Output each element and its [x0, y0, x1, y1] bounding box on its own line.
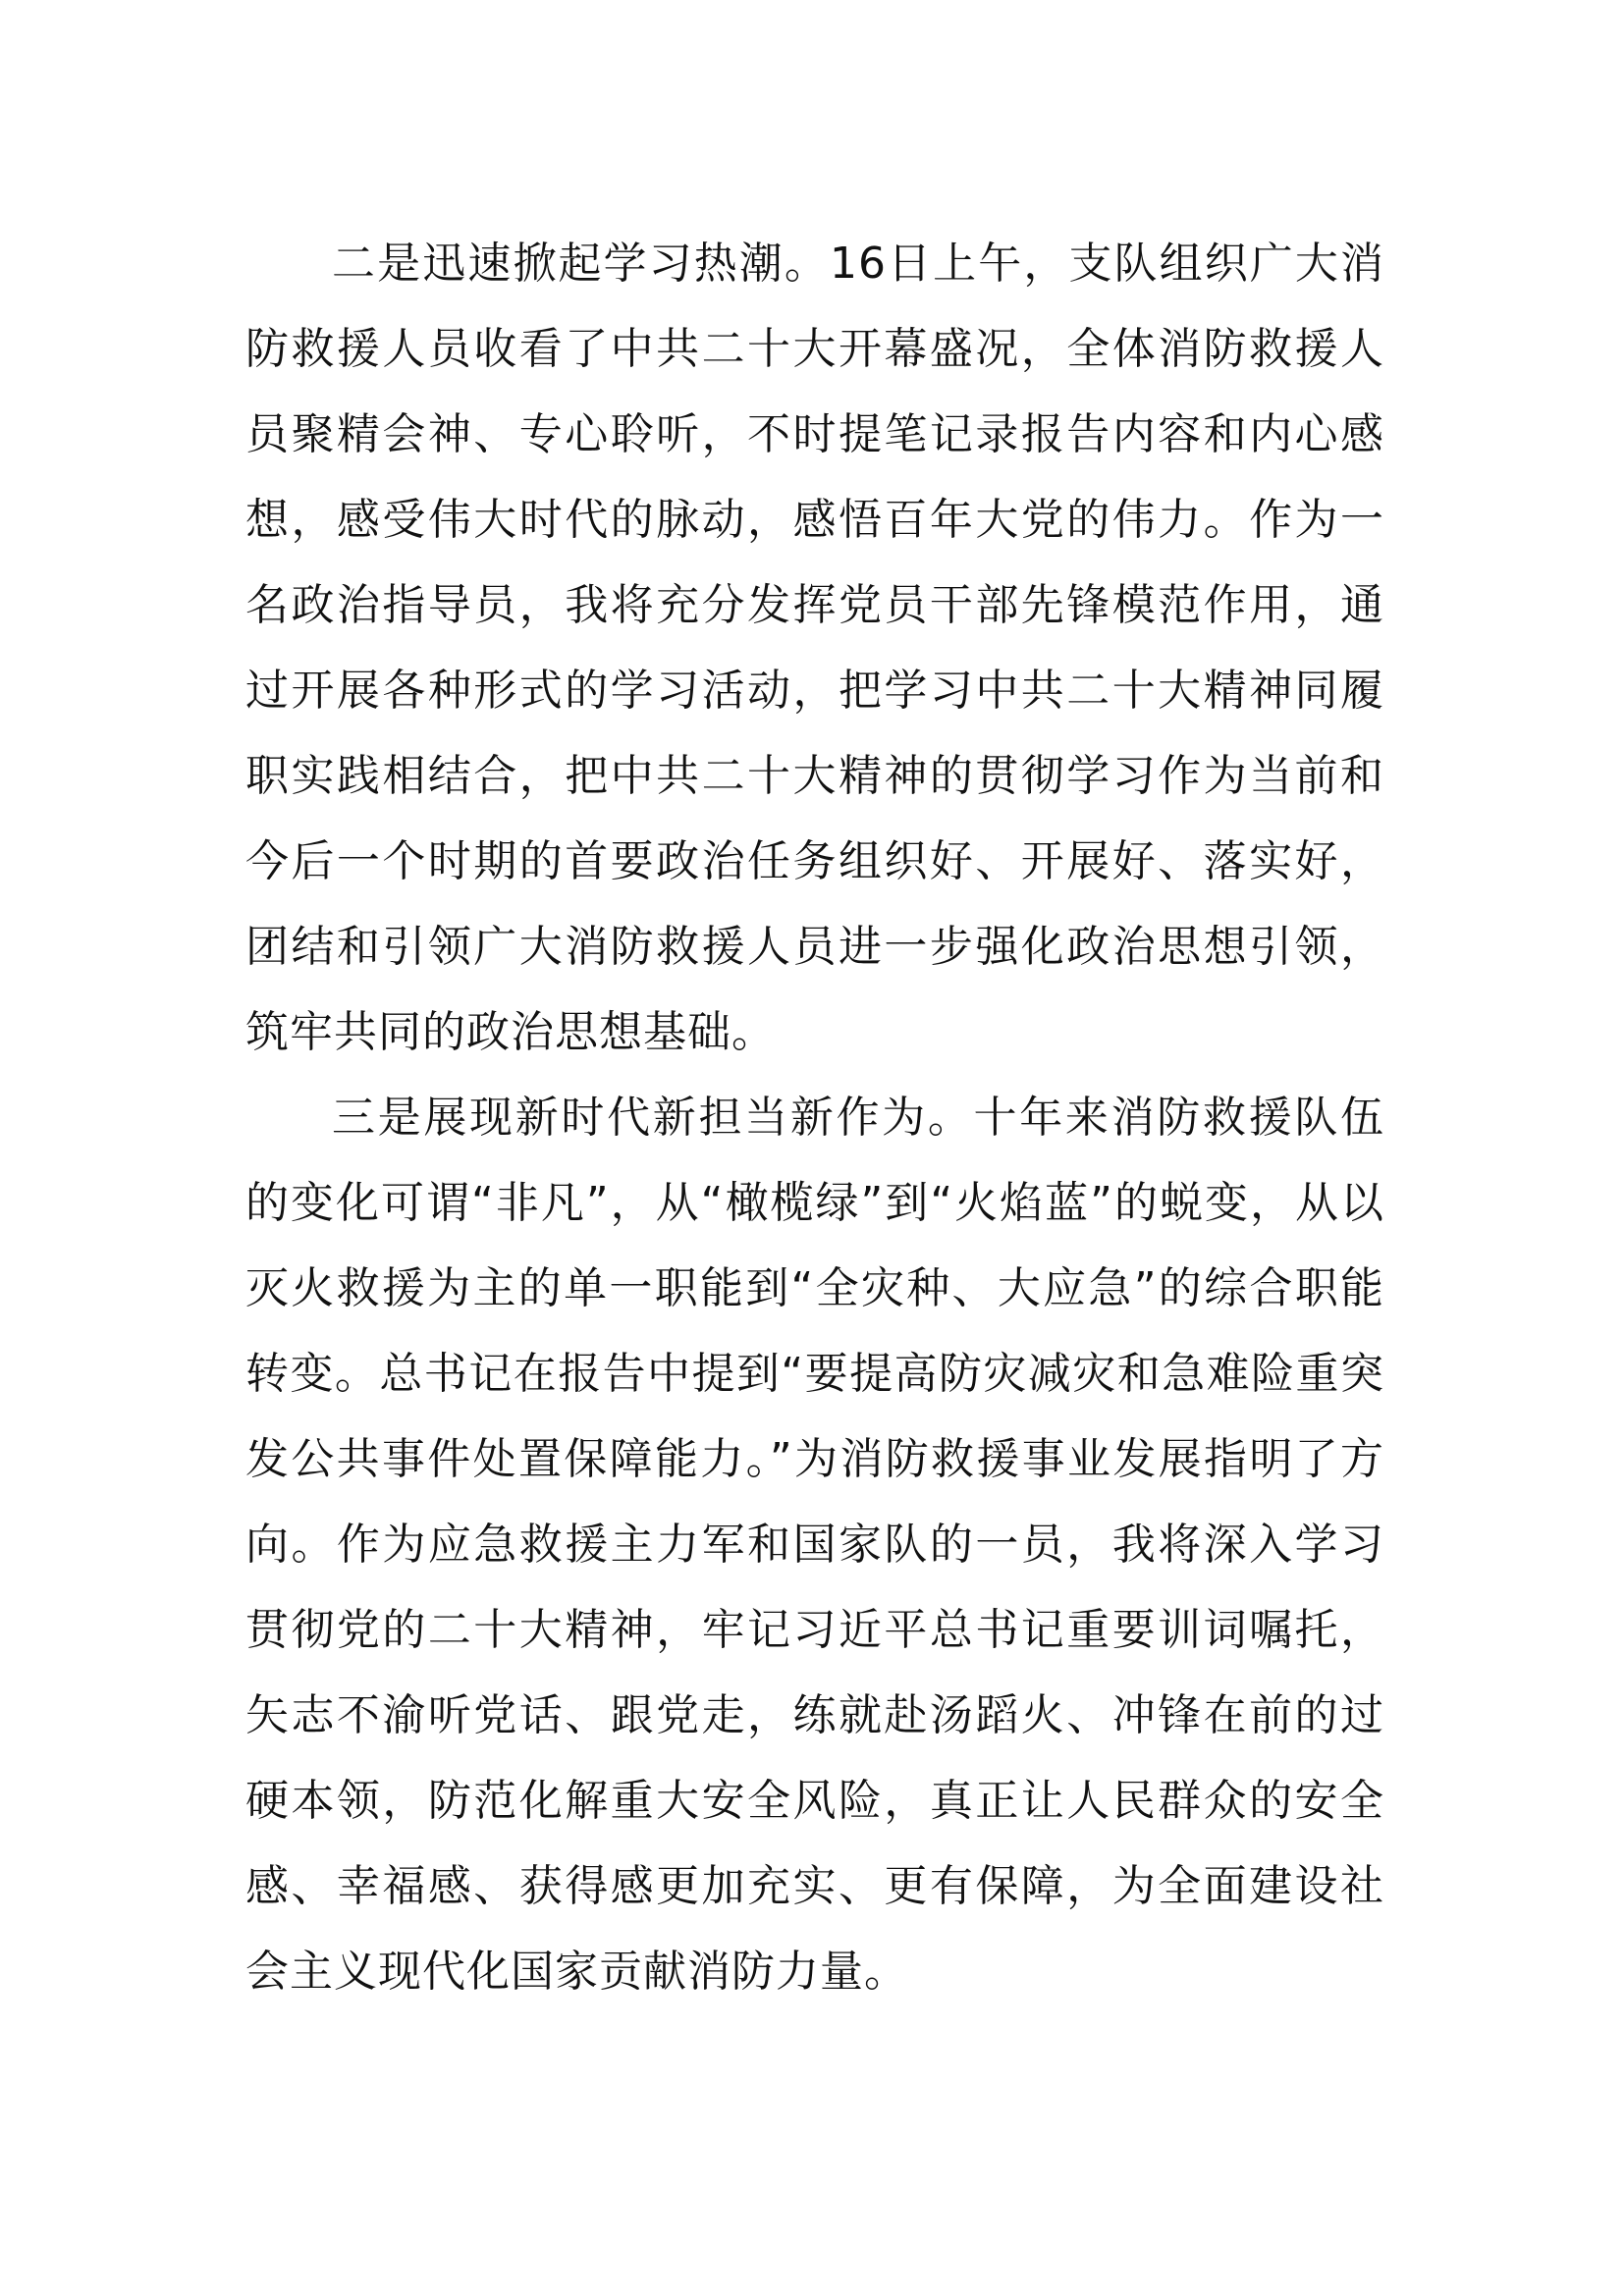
- document-page: [245, 221, 1384, 2014]
- paragraph-study-upsurge: 二是迅速掀起学习热潮。16日上午，支队组织广大消防救援人员收看了中共二十大开幕盛况，全体消防救援人员聚精会神、专心聆听，不时提笔记录报告内容和内心感想，感受伟大时代的脉动，感悟百年大党的伟力。作为一名政治指导员，我将充分发挥党员干部先锋模范作用，通过开展各种形式的学习活动，把学习中共二十大精神同履职实践相结合，把中共二十大精神的贯彻学习作为当前和今后一个时期的首要政治任务组织好、开展好、落实好，团结和引领广大消防救援人员进一步强化政治思想引领，筑牢共同的政治思想基础。: [245, 239, 1384, 1057]
- paragraph-new-era-responsibility: 三是展现新时代新担当新作为。十年来消防救援队伍的变化可谓“非凡”，从“橄榄绿”到“火焰蓝”的蜕变，从以灭火救援为主的单一职能到“全灾种、大应急”的综合职能转变。总书记在报告中提到“要提高防灾减灾和急难险重突发公共事件处置保障能力。”为消防救援事业发展指明了方向。作为应急救援主力军和国家队的一员，我将深入学习贯彻党的二十大精神，牢记习近平总书记重要训词嘱托，矢志不渝听党话、跟党走，练就赴汤蹈火、冲锋在前的过硬本领，防范化解重大安全风险，真正让人民群众的安全感、幸福感、获得感更加充实、更有保障，为全面建设社会主义现代化国家贡献消防力量。: [245, 1093, 1384, 1997]
